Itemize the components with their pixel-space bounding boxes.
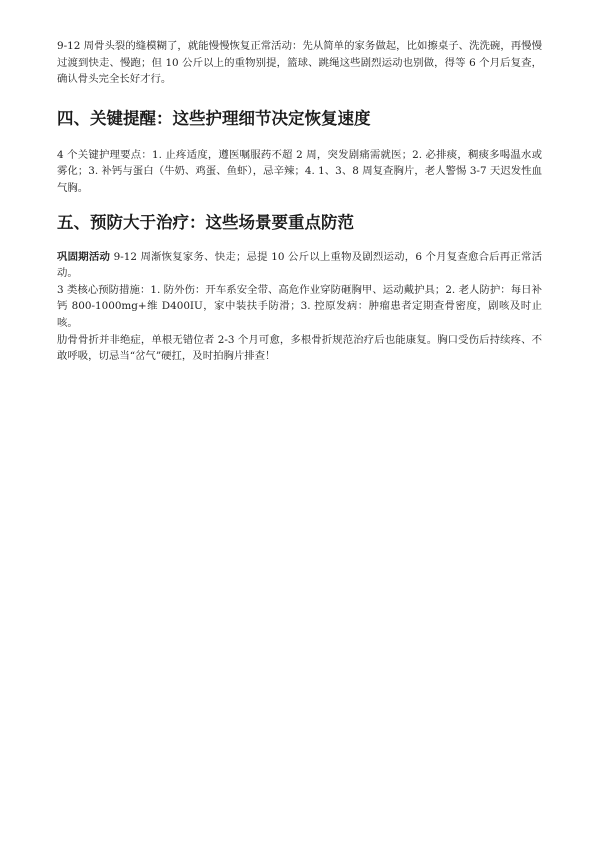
section-heading-care-tips: 四、关键提醒：这些护理细节决定恢复速度 (57, 108, 371, 128)
document-page (57, 38, 542, 365)
paragraph-prevention-measures: 3 类核心预防措施：1. 防外伤：开车系安全带、高危作业穿防砸胸甲、运动戴护具；2. 老人防护：每日补钙 800-1000mg+维 D400IU，家中装扶手防滑；3. 控原发病：肿瘤患者定期查骨密度，剧咳及时止咳。 (57, 283, 542, 329)
paragraph-activity-recovery: 9-12 周骨头裂的缝模糊了，就能慢慢恢复正常活动：先从简单的家务做起，比如擦桌子、洗洗碗，再慢慢过渡到快走、慢跑；但 10 公斤以上的重物别提，篮球、跳绳这些剧烈运动也别做，得等 6 个月后复查，确认骨头完全长好才行。 (57, 40, 542, 86)
paragraph-conclusion: 肋骨骨折并非绝症，单根无错位者 2-3 个月可愈，多根骨折规范治疗后也能康复。胸口受伤后持续疼、不敢呼吸，切忌当“岔气”硬扛，及时拍胸片排查！ (57, 333, 542, 363)
paragraph-body: 9-12 周渐恢复家务、快走；忌提 10 公斤以上重物及剧烈运动，6 个月复查愈合后再正常活动。 (57, 250, 543, 280)
section-heading-prevention: 五、预防大于治疗：这些场景要重点防范 (57, 212, 354, 232)
paragraph-consolidation-activity (57, 249, 542, 282)
paragraph-care-points: 4 个关键护理要点：1. 止疼适度，遵医嘱服药不超 2 周，突发剧痛需就医；2. 必排痰，稠痰多喝温水或雾化；3. 补钙与蛋白（牛奶、鸡蛋、鱼虾），忌辛辣；4. 1、3、8 周复查胸片，老人警惕 3-7 天迟发性血气胸。 (57, 148, 542, 194)
paragraph-lead-label: 巩固期活动 (57, 250, 111, 263)
